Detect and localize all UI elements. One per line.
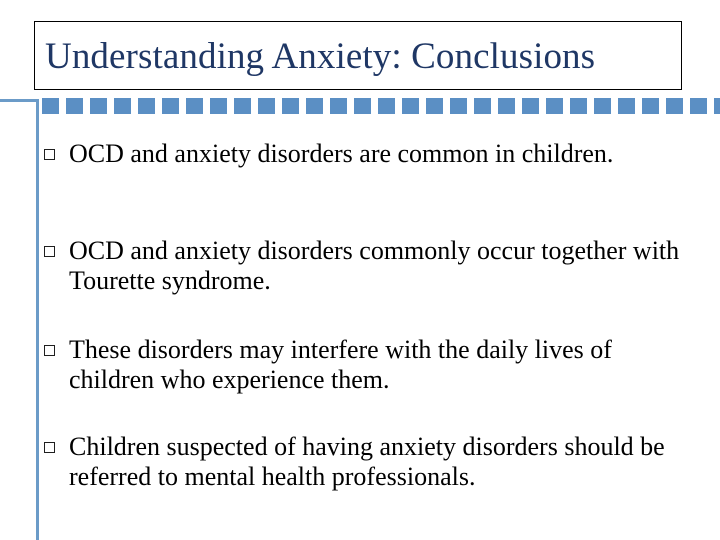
- hollow-square-bullet-icon: [44, 345, 55, 356]
- bullet-text: These disorders may interfere with the daily lives of children who experience them.: [69, 335, 612, 394]
- hollow-square-bullet-icon: [44, 442, 55, 453]
- hollow-square-bullet-icon: [44, 246, 55, 257]
- hollow-square-bullet-icon: [44, 149, 55, 160]
- bullet-text: Children suspected of having anxiety disorders should be referred to mental health professionals.: [69, 432, 665, 491]
- slide-title: Understanding Anxiety: Conclusions: [45, 36, 596, 77]
- bullet-text: OCD and anxiety disorders commonly occur together with Tourette syndrome.: [69, 236, 680, 295]
- bullet-text: OCD and anxiety disorders are common in children.: [69, 139, 614, 168]
